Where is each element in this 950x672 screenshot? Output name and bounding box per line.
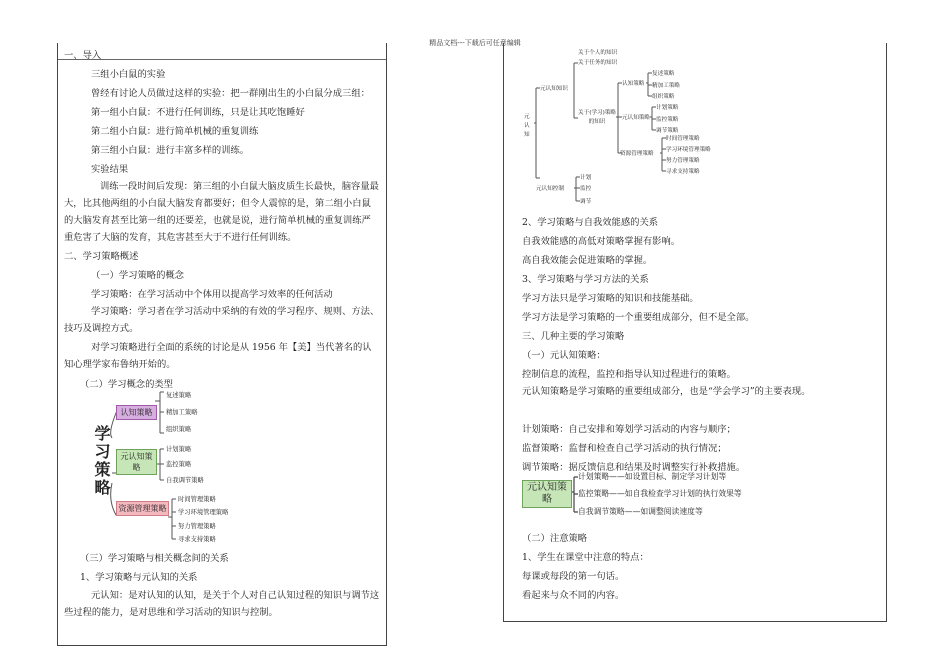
- definition-1: 学习策略：在学习活动中个体用以提高学习效率的任何活动: [91, 289, 333, 300]
- result-paragraph: 训练一段时间后发现：第三组的小白鼠大脑皮质生长最快，脑容量最大，比其他两组的小白鼠大脑发育都要好；但令人震惊的是，第二组小白鼠的大脑发育甚至比第一组的还要差，也就是说，进行简单机械的重复训练严重危害了大脑的发育，其危害甚至大于不进行任何训练。: [64, 181, 379, 243]
- meta-strategy-heading: （一）元认知策略：: [522, 350, 606, 361]
- tree-res-item-1: 时间管理策略: [666, 136, 700, 142]
- meta-item-1: 计划策略: [166, 446, 192, 453]
- method-2: 学习方法是学习策略的一个重要组成部分，但不是全部。: [522, 312, 755, 323]
- experiment-title: 三组小白鼠的实验: [91, 69, 166, 80]
- tree-cog-item-2: 精加工策略: [652, 83, 680, 89]
- tree-control-item-2: 监控: [580, 186, 592, 192]
- concept-heading: （一）学习策略的概念: [91, 270, 184, 281]
- tag-metacognitive: 元认知策略: [116, 449, 157, 475]
- attention-feature-1: 每课或每段的第一句话。: [522, 571, 625, 582]
- attention-feature-2: 看起来与众不同的内容。: [522, 590, 625, 601]
- tree-cog-item-1: 复述策略: [652, 71, 675, 77]
- tree-know-item-1: 关于个人的知识: [578, 50, 618, 56]
- cog-item-3: 组织策略: [166, 426, 192, 433]
- tree-res-item-4: 寻求支持策略: [666, 169, 700, 175]
- intro-heading: 一、导入: [64, 50, 102, 61]
- relation-3: 3、学习策略与学习方法的关系: [522, 274, 649, 285]
- result-title: 实验结果: [91, 164, 129, 175]
- res-item-4: 寻求支持策略: [178, 536, 216, 543]
- meta-box-item-1: 计划策略——如设置目标、制定学习计划等: [578, 472, 727, 481]
- tree-control-item-3: 调节: [580, 199, 592, 205]
- tree-meta-item-3: 调节策略: [656, 128, 679, 134]
- overview-heading: 二、学习策略概述: [64, 251, 139, 262]
- tree-res-item-3: 努力管理策略: [666, 158, 700, 164]
- tree-knowledge: 元认知知识: [540, 86, 568, 92]
- tree-root: 元认知: [524, 114, 530, 138]
- types-heading: （二）学习概念的类型: [80, 379, 173, 390]
- tag-resource: 资源管理策略: [116, 501, 169, 516]
- attention-heading: （二）注意策略: [522, 533, 588, 544]
- group2-text: 第二组小白鼠：进行简单机械的重复训练: [91, 126, 259, 137]
- cog-item-1: 复述策略: [166, 392, 192, 399]
- tree-resource: 资源管理策略: [620, 151, 654, 157]
- group3-text: 第三组小白鼠：进行丰富多样的训练。: [91, 145, 250, 156]
- plan-strategy: 计划策略：自己安排和筹划学习活动的内容与顺序；: [522, 424, 736, 435]
- relation-2: 2、学习策略与自我效能感的关系: [522, 217, 659, 228]
- tree-know-item-2: 关于任务的知识: [578, 60, 618, 66]
- meta-box-item-2: 监控策略——如自我检查学习计划的执行效果等: [578, 489, 742, 498]
- definition-2: 学习策略：学习者在学习活动中采纳的有效的学习程序、规则、方法、技巧及调控方式。: [64, 306, 380, 334]
- metacognition-definition: 元认知：是对认知的认知，是关于个人对自己认知过程的知识与调节这些过程的能力，是对思维和学习活动的知识与控制。: [64, 590, 380, 618]
- res-item-2: 学习环境管理策略: [178, 509, 229, 516]
- meta-box-lines: [504, 43, 886, 543]
- meta-box-item-3: 自我调节策略——如调整阅读速度等: [578, 507, 703, 516]
- meta-item-3: 自我调节策略: [166, 477, 204, 484]
- main-strategies-heading: 三、几种主要的学习策略: [522, 331, 625, 342]
- right-column-frame: [503, 43, 887, 622]
- meta-importance: 元认知策略是学习策略的重要组成部分，也是“学会学习”的主要表现。: [522, 386, 811, 397]
- tree-res-item-2: 学习环境管理策略: [666, 147, 711, 153]
- tree-meta-item-2: 监控策略: [656, 117, 679, 123]
- cog-item-2: 精加工策略: [166, 409, 198, 416]
- meta-strategy-def: 控制信息的流程，监控和指导认知过程进行的策略。: [522, 369, 736, 380]
- diagram-root: 学习策略: [92, 425, 111, 497]
- method-1: 学习方法只是学习策略的知识和技能基础。: [522, 293, 699, 304]
- tag-cognitive: 认知策略: [116, 405, 157, 420]
- tree-metacognitive: 元认知策略: [622, 115, 650, 121]
- regulate-strategy: 调节策略：据反馈信息和结果及时调整实行补救措施。: [522, 462, 746, 473]
- history-text: 对学习策略进行全面的系统的讨论是从 1956 年【美】当代著名的认知心理学家布鲁纳开始的。: [64, 342, 372, 370]
- tree-cog-item-3: 组织策略: [652, 94, 675, 100]
- relation-1: 1、学习策略与元认知的关系: [80, 572, 198, 583]
- tree-strategy-knowledge: 关于(学习)策略的知识: [578, 110, 616, 125]
- meta-box-label: 元认知策略: [522, 480, 572, 508]
- experiment-desc: 曾经有讨论人员做过这样的实验：把一群刚出生的小白鼠分成三组：: [91, 88, 370, 99]
- monitor-strategy: 监督策略：监督和检查自己学习活动的执行情况；: [522, 443, 727, 454]
- tree-meta-item-1: 计划策略: [656, 105, 679, 111]
- meta-item-2: 监控策略: [166, 461, 192, 468]
- res-item-1: 时间管理策略: [178, 496, 216, 503]
- tree-control: 元认知控制: [536, 186, 564, 192]
- attention-features: 1、学生在课堂中注意的特点：: [522, 552, 649, 563]
- tree-cognitive: 认知策略: [622, 81, 645, 87]
- left-column-frame: [57, 43, 387, 646]
- efficacy-2: 高自我效能会促进策略的掌握。: [522, 255, 653, 266]
- res-item-3: 努力管理策略: [178, 523, 216, 530]
- tree-control-item-1: 计划: [580, 175, 592, 181]
- group1-text: 第一组小白鼠：不进行任何训练，只是让其吃饱睡好: [91, 107, 305, 118]
- page-header: 精品文档---下载后可任意编辑: [429, 39, 521, 47]
- relation-heading: （三）学习策略与相关概念间的关系: [80, 553, 229, 564]
- efficacy-1: 自我效能感的高低对策略掌握有影响。: [522, 236, 681, 247]
